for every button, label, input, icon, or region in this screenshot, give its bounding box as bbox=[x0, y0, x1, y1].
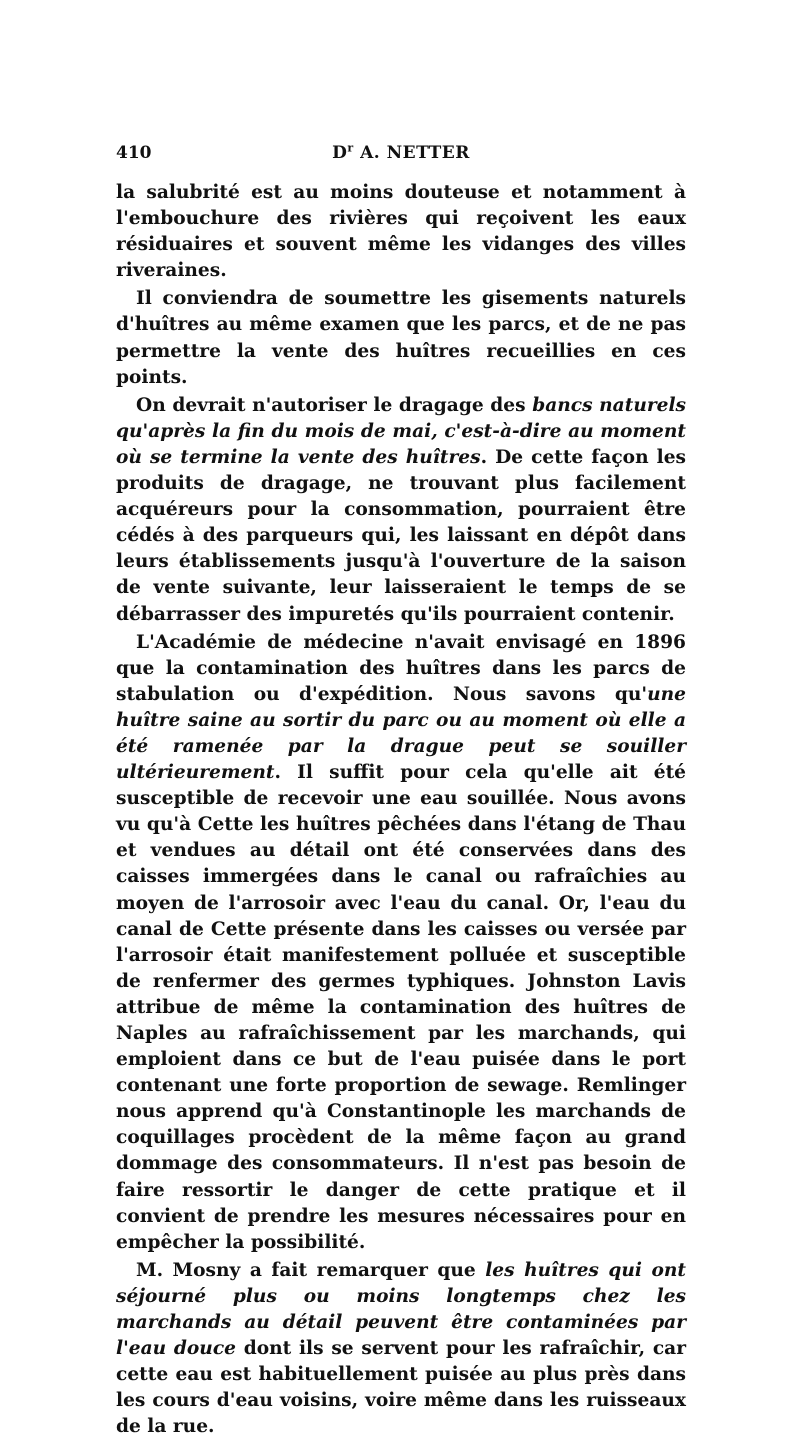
text-run: L'Académie de médecine n'avait envisagé en 1896 que la contamination des huîtres dans les parcs de stabulation ou d'expédition. Nous savons qu' bbox=[116, 631, 686, 705]
paragraph bbox=[116, 630, 686, 1256]
paragraph bbox=[116, 286, 686, 390]
italic-text-run: une huître saine au sortir du parc ou au moment où elle a été ramenée par la drague peut se souiller ultérieurement bbox=[116, 683, 686, 784]
body-text bbox=[116, 180, 686, 1443]
paragraph bbox=[116, 393, 686, 628]
author-prefix-superscript: r bbox=[347, 141, 354, 155]
text-run: Il conviendra de soumettre les gisements naturels d'huîtres au même examen que les parcs, et de ne pas permettre la vente des huîtres recueillies en ces points. bbox=[116, 288, 686, 388]
paragraph-continued bbox=[116, 180, 686, 284]
italic-text-run: bancs naturels qu'après la fin du mois de mai, c'est-à-dire au moment où se termine la vente des huîtres bbox=[116, 394, 686, 468]
paragraph bbox=[116, 1258, 686, 1441]
running-head bbox=[116, 143, 686, 169]
text-run: . De cette façon les produits de dragage, ne trouvant plus facilement acquéreurs pour la consommation, pourraient être cédés à des parqueurs qui, les laissant en dépôt dans leurs établissements jusqu'à l'ouverture de la saison de vente suivante, leur laisseraient le temps de se débarrasser des impuretés qu'ils pourraient contenir. bbox=[116, 446, 687, 625]
text-run: . Il suffit pour cela qu'elle ait été susceptible de recevoir une eau souillée. Nous avons vu qu'à Cette les huîtres pêchées dans l'étang de Thau et vendues au détail ont été conservées dans des caisses immergées dans le canal ou rafraîchies au moyen de l'arrosoir avec l'eau du canal. Or, l'eau du canal de Cette présente dans les caisses ou versée par l'arrosoir était manifestement polluée et susceptible de renfermer des germes typhiques. Johnston Lavis attribue de même la contamination des huîtres de Naples au rafraîchissement par les marchands, qui emploient dans ce but de l'eau puisée dans le port contenant une forte proportion de sewage. Remlinger nous apprend qu'à Constantinople les marchands de coquillages procèdent de la même façon au grand dommage des consommateurs. Il n'est pas besoin de faire ressortir le danger de cette pratique et il convient de prendre les mesures nécessaires pour en empêcher la possibilité. bbox=[116, 762, 686, 1253]
text-run: la salubrité est au moins douteuse et notamment à l'embouchure des rivières qui reçoivent les eaux résiduaires et souvent même les vidanges des villes riveraines. bbox=[116, 182, 686, 282]
italic-text-run: les huîtres qui ont séjourné plus ou moins longtemps chez les marchands au détail peuvent être contaminées par l'eau douce bbox=[116, 1259, 686, 1360]
header-title bbox=[116, 143, 686, 163]
author-name: A. NETTER bbox=[360, 143, 470, 163]
text-run: dont ils se servent pour les rafraîchir, car cette eau est habituellement puisée au plus près dans les cours d'eau voisins, voire même dans les ruisseaux de la rue. bbox=[116, 1338, 687, 1438]
page-number: 410 bbox=[116, 143, 152, 163]
text-run: M. Mosny a fait remarquer que bbox=[136, 1259, 486, 1281]
author-prefix: D bbox=[332, 143, 348, 163]
text-run: On devrait n'autoriser le dragage des bbox=[136, 394, 533, 416]
